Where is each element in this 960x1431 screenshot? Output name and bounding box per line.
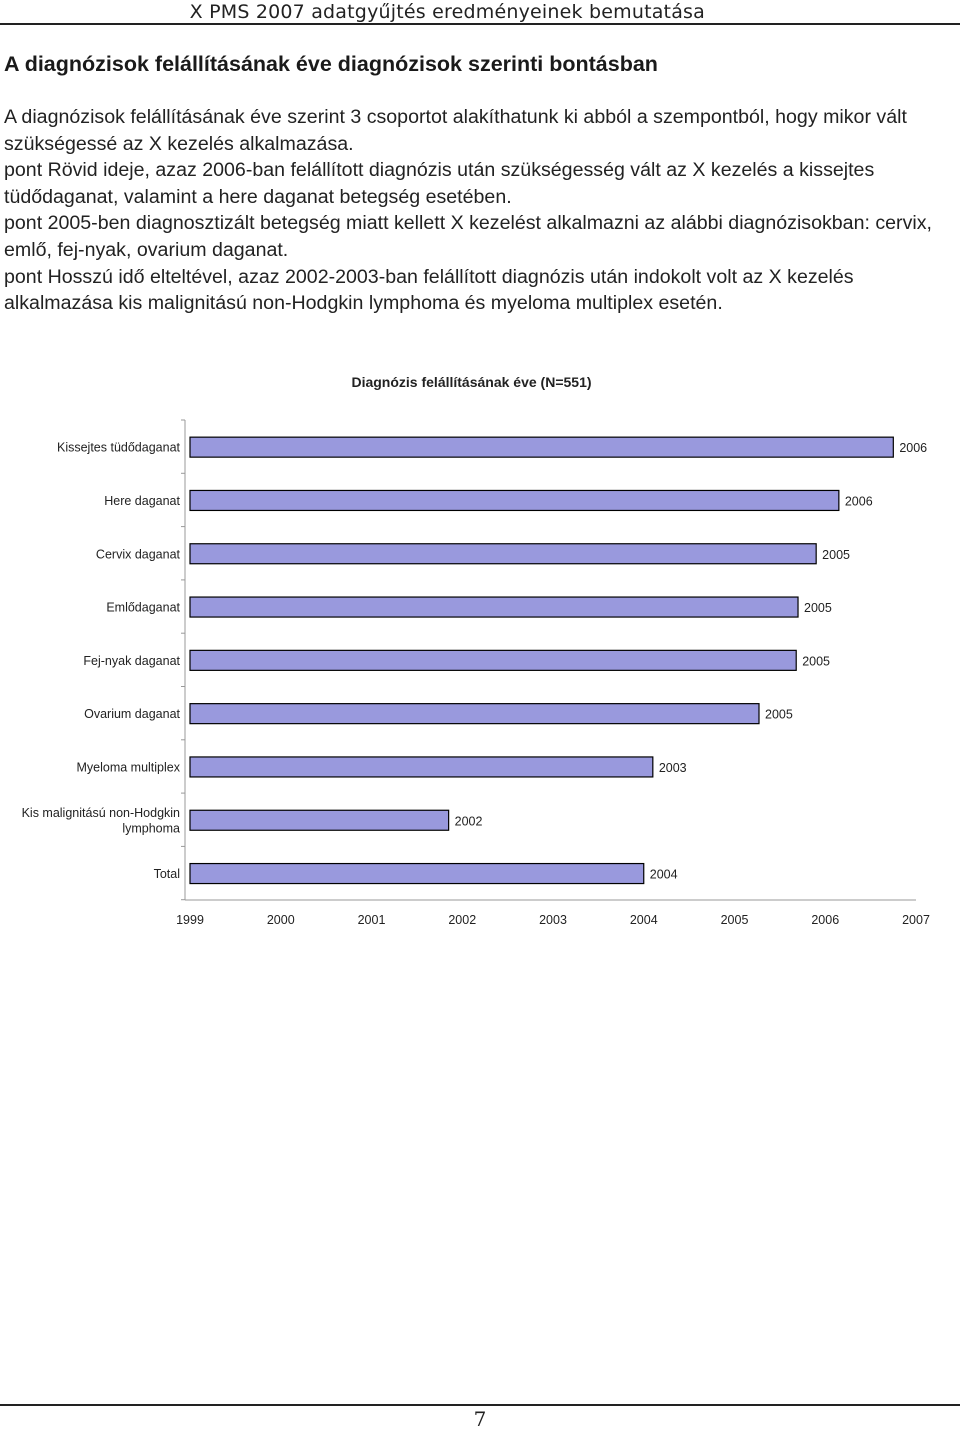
data-label: 2005 — [822, 547, 850, 562]
x-tick-label: 2006 — [811, 913, 840, 927]
category-label: Cervix daganat — [95, 547, 180, 562]
data-label: 2005 — [765, 707, 793, 722]
section-heading: A diagnózisok felállításának éve diagnózisok szerinti bontásban — [4, 52, 658, 76]
x-tick-label: 2004 — [629, 913, 658, 927]
footer-divider — [0, 1404, 960, 1406]
chart-bar — [190, 597, 798, 617]
paragraph-intro: A diagnózisok felállításának éve szerint 3 csoportot alakíthatunk ki abból a szempontból, hogy mikor vált szükségessé az X kezelés alkalmazása. — [4, 106, 907, 155]
x-tick-label: 2002 — [448, 913, 477, 927]
category-label: Total — [153, 867, 180, 882]
chart-bar — [190, 757, 653, 777]
x-tick-label: 2003 — [539, 913, 567, 927]
x-tick-label: 2007 — [902, 913, 930, 927]
bar-chart — [0, 400, 960, 940]
category-label: Emlődaganat — [106, 600, 180, 615]
category-label: Fej-nyak daganat — [83, 653, 180, 668]
category-label: Ovarium daganat — [84, 707, 180, 722]
chart-bar — [190, 704, 759, 724]
data-label: 2006 — [844, 494, 873, 509]
page-number: 7 — [473, 1407, 487, 1431]
chart-bar — [190, 864, 644, 884]
x-tick-label: 2001 — [357, 913, 386, 927]
paragraph-2002-2003: pont Hosszú idő elteltével, azaz 2002-2003-ban felállított diagnózis után indokolt volt az X kezelés alkalmazása kis malignitású non-Hodgkin lymphoma és myeloma multiplex esetén. — [4, 265, 854, 315]
data-label: 2005 — [804, 601, 832, 616]
category-label: Myeloma multiplex — [76, 760, 180, 775]
category-label: Kis malignitású non-Hodgkin lymphoma — [21, 806, 180, 836]
chart-bar — [190, 490, 839, 510]
data-label: 2004 — [649, 867, 678, 882]
x-tick-label: 1999 — [176, 913, 204, 927]
data-label: 2002 — [454, 814, 483, 829]
chart-bar — [190, 810, 449, 830]
chart-bar — [190, 437, 893, 457]
category-label: Here daganat — [104, 493, 180, 508]
data-label: 2005 — [802, 654, 831, 669]
chart-bar — [190, 544, 816, 564]
x-tick-label: 2005 — [720, 913, 749, 927]
section-body — [4, 104, 958, 317]
header-divider — [0, 23, 960, 25]
chart-bar — [190, 650, 796, 670]
data-label: 2006 — [899, 441, 928, 456]
data-label: 2003 — [658, 760, 687, 775]
page-header — [0, 0, 960, 22]
x-tick-label: 2000 — [266, 913, 295, 927]
category-label: Kissejtes tüdődaganat — [56, 440, 180, 455]
chart-title: Diagnózis felállításának éve (N=551) — [351, 374, 592, 390]
paragraph-2005: pont 2005-ben diagnosztizált betegség miatt kellett X kezelést alkalmazni az alábbi diagnózisokban: cervix, emlő, fej-nyak, ovarium daganat. — [4, 212, 932, 261]
header-title: X PMS 2007 adatgyűjtés eredményeinek bemutatása — [189, 1, 705, 23]
paragraph-2006: pont Rövid ideje, azaz 2006-ban felállított diagnózis után szükségesség vált az X kezelés a kissejtes tüdődaganat, valamint a here daganat betegség esetében. — [4, 159, 875, 208]
